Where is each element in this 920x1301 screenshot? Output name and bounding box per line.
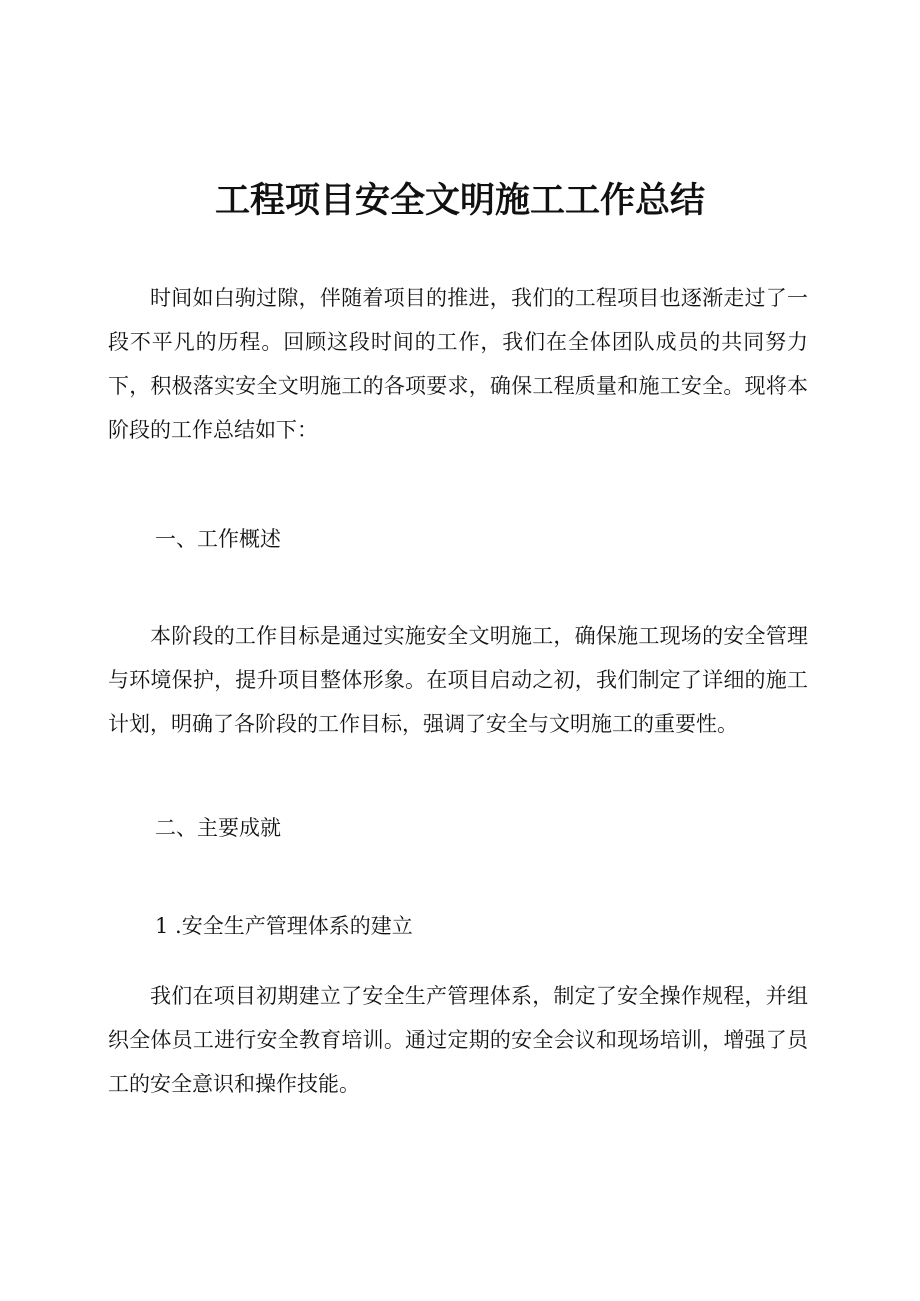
intro-paragraph: 时间如白驹过隙，伴随着项目的推进，我们的工程项目也逐渐走过了一段不平凡的历程。回顾这段时间的工作，我们在全体团队成员的共同努力下，积极落实安全文明施工的各项要求，确保工程质量和施工安全。现将本阶段的工作总结如下： (108, 286, 808, 442)
document-title: 工程项目安全文明施工工作总结 (214, 181, 705, 221)
section-heading-overview: 一、工作概述 (155, 527, 281, 551)
overview-paragraph: 本阶段的工作目标是通过实施安全文明施工，确保施工现场的安全管理与环境保护，提升项目整体形象。在项目启动之初，我们制定了详细的施工计划，明确了各阶段的工作目标，强调了安全与文明施工的重要性。 (108, 624, 808, 736)
subsection-heading-safety-system: 1 .安全生产管理体系的建立 (155, 914, 413, 938)
safety-system-paragraph: 我们在项目初期建立了安全生产管理体系，制定了安全操作规程，并组织全体员工进行安全教育培训。通过定期的安全会议和现场培训，增强了员工的安全意识和操作技能。 (108, 984, 808, 1096)
section-heading-achievements: 二、主要成就 (155, 816, 281, 840)
